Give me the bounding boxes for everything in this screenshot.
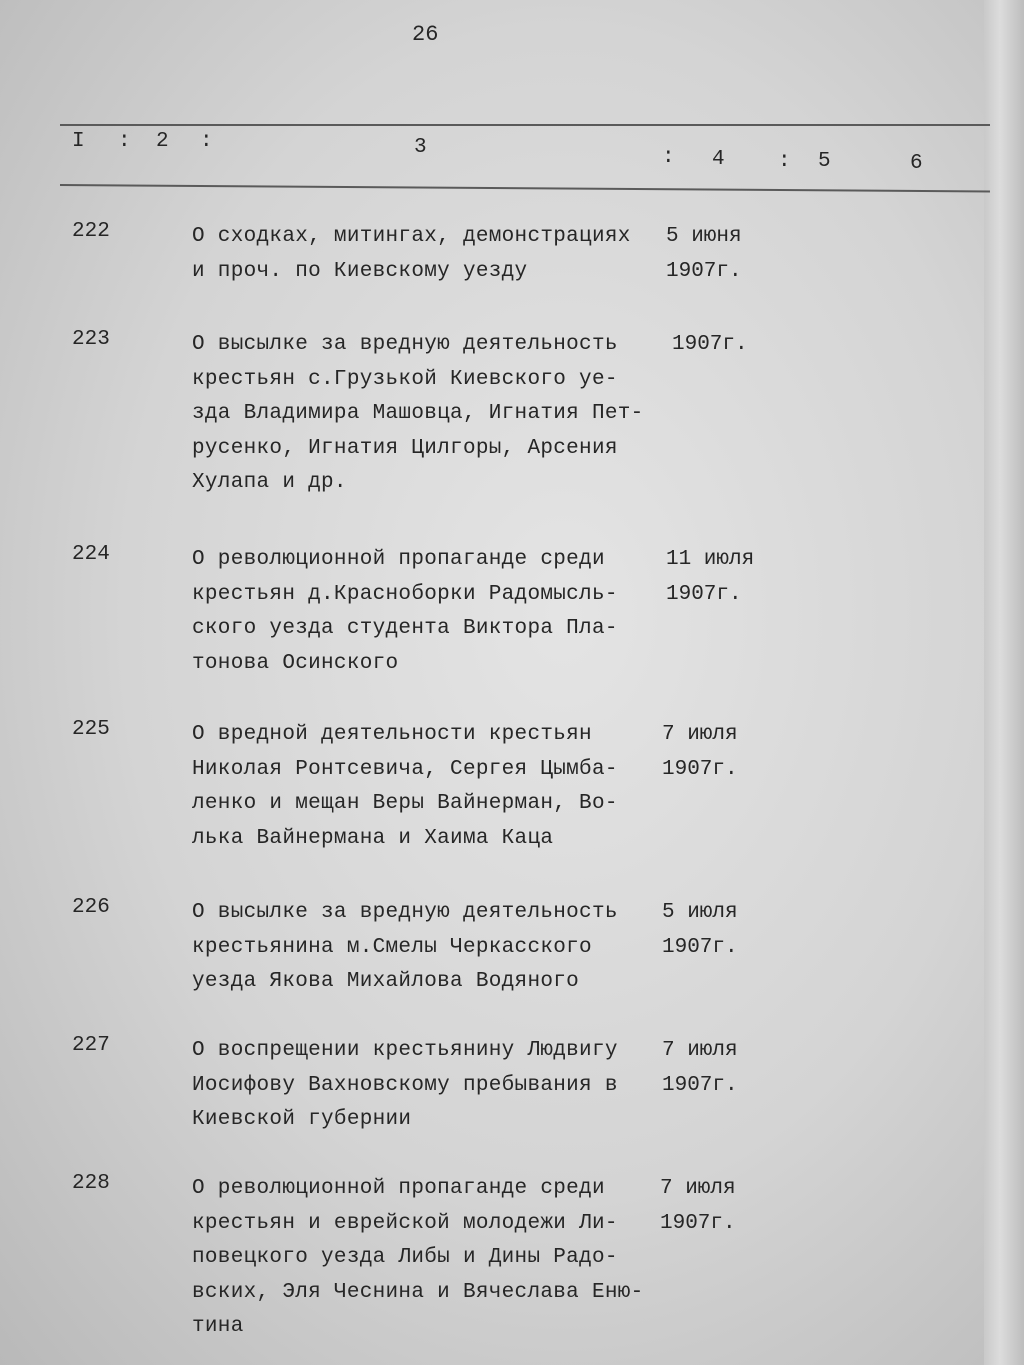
description-line: тина <box>192 1315 244 1338</box>
entry-description <box>192 543 618 681</box>
entry-date <box>662 718 738 787</box>
column-separator: : <box>662 146 675 169</box>
description-line: крестьянина м.Смелы Черкасского <box>192 935 592 959</box>
column-separator: : <box>778 150 791 173</box>
date-line: 1907г. <box>662 1073 738 1097</box>
date-line: 5 июля <box>662 901 738 924</box>
description-line: повецкого уезда Либы и Дины Радо- <box>192 1246 618 1269</box>
entry-description <box>192 1034 618 1138</box>
description-line: О воспрещении крестьянину Людвигу <box>192 1039 618 1062</box>
entry-description <box>192 718 618 856</box>
description-line: вских, Эля Чеснина и Вячеслава Еню- <box>192 1280 644 1304</box>
description-line: крестьян и еврейской молодежи Ли- <box>192 1211 618 1235</box>
column-header-3: 3 <box>414 136 427 159</box>
header-top-rule <box>60 124 990 126</box>
entry-date <box>666 220 742 289</box>
entry-date <box>672 328 748 363</box>
date-line: 1907г. <box>666 582 742 606</box>
description-line: русенко, Игнатия Цилгоры, Арсения <box>192 436 618 460</box>
column-header-1: I <box>72 130 85 153</box>
description-line: О революционной пропаганде среди <box>192 548 605 571</box>
column-separator: : <box>200 130 213 153</box>
column-header-6: 6 <box>910 152 923 175</box>
entry-date <box>662 1034 738 1103</box>
entry-date <box>666 543 754 612</box>
description-line: О революционной пропаганде среди <box>192 1177 605 1200</box>
date-line: 1907г. <box>662 935 738 959</box>
description-line: крестьян д.Красноборки Радомысль- <box>192 582 618 606</box>
description-line: О высылке за вредную деятельность <box>192 333 618 356</box>
entry-date <box>660 1172 736 1241</box>
description-line: Николая Ронтсевича, Сергея Цымба- <box>192 757 618 781</box>
entry-number: 225 <box>72 718 110 741</box>
entry-number: 226 <box>72 896 110 919</box>
description-line: О сходках, митингах, демонстрациях <box>192 225 631 248</box>
date-line: 1907г. <box>672 333 748 356</box>
entry-date <box>662 896 738 965</box>
description-line: уезда Якова Михайлова Водяного <box>192 970 580 993</box>
page-number: 26 <box>412 22 439 47</box>
entry-description <box>192 1172 644 1345</box>
date-line: 1907г. <box>662 757 738 781</box>
entry-number: 228 <box>72 1172 110 1195</box>
description-line: лька Вайнермана и Хаима Каца <box>192 826 554 850</box>
description-line: О вредной деятельности крестьян <box>192 723 592 746</box>
entry-number: 224 <box>72 543 110 566</box>
description-line: Киевской губернии <box>192 1108 412 1131</box>
description-line: тонова Осинского <box>192 651 399 675</box>
description-line: зда Владимира Машовца, Игнатия Пет- <box>192 402 644 425</box>
description-line: ского уезда студента Виктора Пла- <box>192 617 618 640</box>
column-header-4: 4 <box>712 148 725 171</box>
description-line: и проч. по Киевскому уезду <box>192 259 528 283</box>
entry-description <box>192 896 618 1000</box>
date-line: 7 июля <box>660 1177 736 1200</box>
description-line: Иосифову Вахновскому пребывания в <box>192 1073 618 1097</box>
date-line: 5 июня <box>666 225 742 248</box>
entry-number: 227 <box>72 1034 110 1057</box>
column-header-5: 5 <box>818 150 831 173</box>
date-line: 7 июля <box>662 1039 738 1062</box>
header-bottom-rule <box>60 184 990 192</box>
date-line: 1907г. <box>660 1211 736 1235</box>
column-header-2: 2 <box>156 130 169 153</box>
entry-description <box>192 328 644 501</box>
description-line: ленко и мещан Веры Вайнерман, Во- <box>192 792 618 815</box>
entry-number: 222 <box>72 220 110 243</box>
date-line: 1907г. <box>666 259 742 283</box>
date-line: 11 июля <box>666 548 755 571</box>
description-line: О высылке за вредную деятельность <box>192 901 618 924</box>
date-line: 7 июля <box>662 723 738 746</box>
column-separator: : <box>118 130 131 153</box>
description-line: Хулапа и др. <box>192 471 347 494</box>
description-line: крестьян с.Грузькой Киевского уе- <box>192 367 618 391</box>
entry-number: 223 <box>72 328 110 351</box>
entry-description <box>192 220 631 289</box>
page-edge <box>984 0 1024 1365</box>
